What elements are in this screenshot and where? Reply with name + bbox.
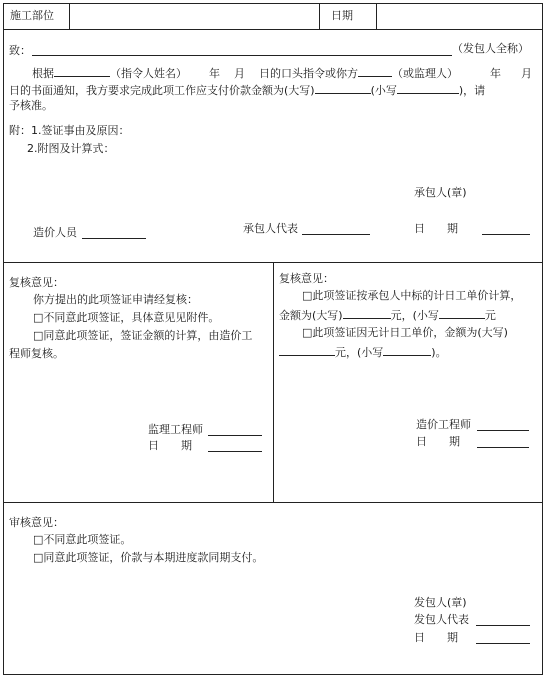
employer-hint: （发包人全称） <box>452 42 529 55</box>
review-right-opt1a: □此项签证按承包人中标的计日工单价计算， <box>302 289 522 302</box>
amount-upper-blank <box>315 82 371 94</box>
employer-rep-line <box>476 625 530 626</box>
cost-staff-label: 造价人员 <box>33 226 77 239</box>
review-left-date-label: 日 期 <box>148 439 192 452</box>
request-line-2: 日的书面通知，我方要求完成此项工作应支付价款金额为(大写) (小写 )，请 <box>9 84 486 97</box>
supervisor-label: 监理工程师 <box>148 423 203 436</box>
instructor-blank <box>54 65 110 77</box>
contractor-rep-label: 承包人代表 <box>243 222 298 235</box>
supervisor-line <box>208 435 262 436</box>
review-right-opt1-amount: 金额为(大写) 元，(小写 元 <box>279 309 496 322</box>
party-blank <box>358 65 392 77</box>
attachment-2: 2.附图及计算式： <box>27 142 115 155</box>
right2-amount-lower-blank <box>383 344 431 356</box>
contractor-rep-line <box>302 234 370 235</box>
amount-lower-blank <box>397 82 459 94</box>
audit-date-label: 日 期 <box>414 631 458 644</box>
to-label: 致： <box>9 44 31 57</box>
header-col-divider-3 <box>376 3 377 29</box>
review-right-date-line <box>477 447 529 448</box>
contractor-seal-label: 承包人(章) <box>414 186 467 199</box>
attachment-1: 附：1.签证事由及原因： <box>9 124 130 137</box>
audit-opt2: □同意此项签证，价款与本期进度款同期支付。 <box>33 551 264 564</box>
main-date-line <box>482 234 530 235</box>
review-right-opt2-amount: 元，(小写 )。 <box>279 344 447 360</box>
review-left-line1: 你方提出的此项签证申请经复核： <box>33 293 198 306</box>
audit-opt1: □不同意此项签证。 <box>33 533 132 546</box>
request-line-1: 根据 （指令人姓名） 年 月 日的口头指令或你方 （或监理人） 年 月 <box>32 67 532 80</box>
location-label: 施工部位 <box>10 9 54 22</box>
review-left-opt2b: 程师复核。 <box>9 347 64 360</box>
review-left-opt1: □不同意此项签证，具体意见见附件。 <box>33 311 220 324</box>
review-right-title: 复核意见： <box>279 272 334 285</box>
audit-date-line <box>476 643 530 644</box>
right-amount-lower-blank <box>439 307 485 319</box>
middle-bottom-divider <box>3 502 543 503</box>
main-date-label: 日 期 <box>414 222 458 235</box>
header-col-divider-1 <box>69 3 70 29</box>
right-amount-upper-blank <box>343 307 391 319</box>
audit-title: 审核意见： <box>9 516 64 529</box>
date-label: 日期 <box>331 9 353 22</box>
middle-col-divider <box>273 262 274 502</box>
review-left-title: 复核意见： <box>9 276 64 289</box>
review-left-date-line <box>208 451 262 452</box>
review-right-date-label: 日 期 <box>416 435 460 448</box>
employer-seal-label: 发包人(章) <box>414 596 467 609</box>
cost-staff-line <box>82 238 146 239</box>
employer-name-line <box>32 55 452 56</box>
review-right-opt2a: □此项签证因无计日工单价，金额为(大写) <box>302 326 508 339</box>
header-col-divider-2 <box>319 3 320 29</box>
right2-amount-upper-blank <box>279 344 335 356</box>
cost-engineer-label: 造价工程师 <box>416 418 471 431</box>
cost-engineer-line <box>477 430 529 431</box>
request-line-3: 予核准。 <box>9 99 53 112</box>
review-left-opt2a: □同意此项签证，签证金额的计算，由造价工 <box>33 329 253 342</box>
employer-rep-label: 发包人代表 <box>414 613 469 626</box>
header-divider <box>3 29 543 30</box>
